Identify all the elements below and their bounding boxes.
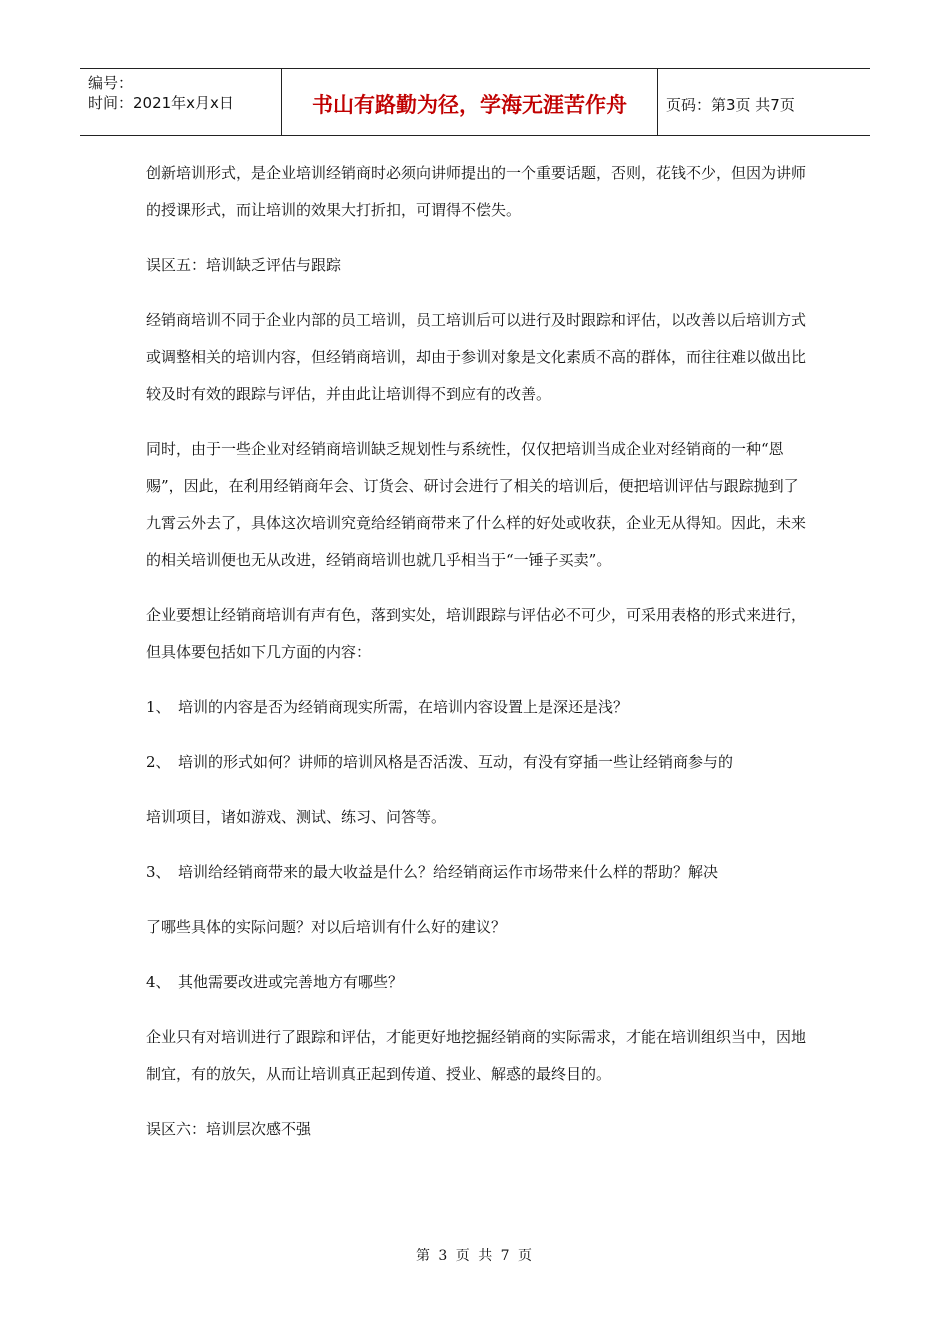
- page-header: [80, 68, 870, 136]
- header-page-info: 页码：第3页 共7页: [666, 95, 795, 114]
- document-body: [146, 155, 806, 1148]
- list-item-continuation: 培训项目，诸如游戏、测试、练习、问答等。: [146, 808, 447, 826]
- paragraph-1: 创新培训形式，是企业培训经销商时必须向讲师提出的一个重要话题，否则，花钱不少，但因为讲师的授课形式，而让培训的效果大打折扣，可谓得不偿失。: [146, 164, 807, 219]
- section-heading-5: 误区五：培训缺乏评估与跟踪: [146, 256, 342, 274]
- paragraph-2: 经销商培训不同于企业内部的员工培训，员工培训后可以进行及时跟踪和评估，以改善以后培训方式或调整相关的培训内容，但经销商培训，却由于参训对象是文化素质不高的群体，而往往难以做出比较及时有效的跟踪与评估，并由此让培训得不到应有的改善。: [146, 311, 807, 403]
- list-text: 培训的内容是否为经销商现实所需，在培训内容设置上是深还是浅？: [178, 698, 629, 716]
- paragraph-4: 企业要想让经销商培训有声有色，落到实处，培训跟踪与评估必不可少，可采用表格的形式来进行，但具体要包括如下几方面的内容：: [146, 606, 807, 661]
- page-footer: 第 3 页 共 7 页: [415, 1248, 535, 1264]
- list-text: 培训给经销商带来的最大收益是什么？给经销商运作市场带来什么样的帮助？解决: [178, 863, 719, 881]
- list-item-continuation: 了哪些具体的实际问题？对以后培训有什么好的建议？: [146, 918, 507, 936]
- header-meta: [80, 69, 282, 135]
- list-number: 1、: [146, 698, 171, 716]
- section-heading-6: 误区六：培训层次感不强: [146, 1120, 312, 1138]
- header-motto: 书山有路勤为径，学海无涯苦作舟: [282, 69, 658, 135]
- list-number: 3、: [146, 863, 171, 881]
- list-number: 4、: [146, 973, 171, 991]
- list-item: [146, 854, 806, 891]
- list-text: 其他需要改进或完善地方有哪些？: [178, 973, 404, 991]
- list-text: 培训的形式如何？讲师的培训风格是否活泼、互动，有没有穿插一些让经销商参与的: [178, 753, 734, 771]
- doc-time-label: 时间：2021年x月x日: [88, 94, 234, 112]
- paragraph-5: 企业只有对培训进行了跟踪和评估，才能更好地挖掘经销商的实际需求，才能在培训组织当中，因地制宜，有的放矢，从而让培训真正起到传道、授业、解惑的最终目的。: [146, 1028, 807, 1083]
- list-item: [146, 964, 806, 1001]
- paragraph-3: 同时，由于一些企业对经销商培训缺乏规划性与系统性，仅仅把培训当成企业对经销商的一种“恩赐”，因此，在利用经销商年会、订货会、研讨会进行了相关的培训后，便把培训评估与跟踪抛到了九霄云外去了，具体这次培训究竟给经销商带来了什么样的好处或收获，企业无从得知。因此，未来的相关培训便也无从改进，经销商培训也就几乎相当于“一锤子买卖”。: [146, 440, 807, 569]
- list-item: [146, 689, 806, 726]
- doc-number-label: 编号：: [88, 74, 134, 92]
- list-number: 2、: [146, 753, 171, 771]
- list-item: [146, 744, 806, 781]
